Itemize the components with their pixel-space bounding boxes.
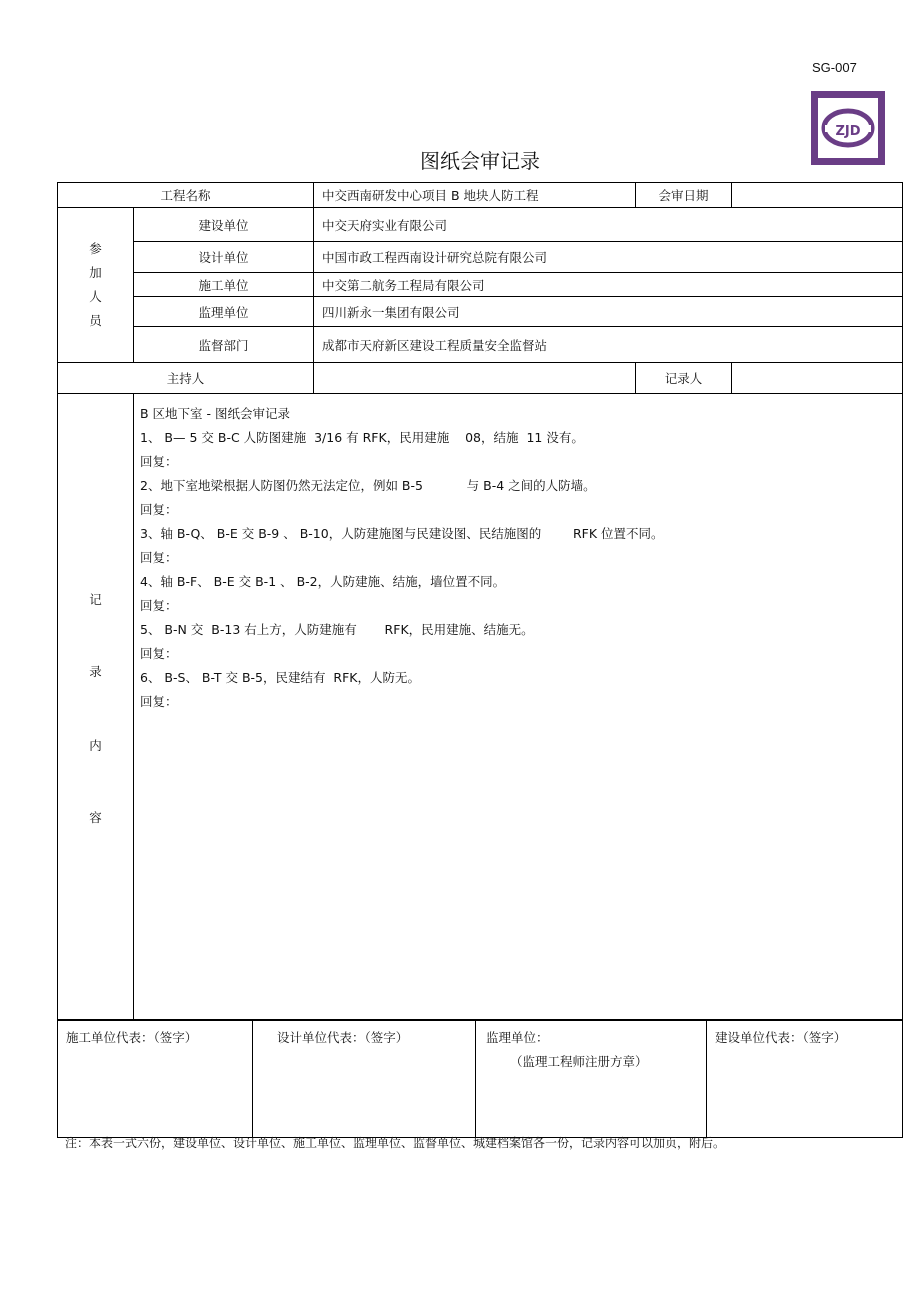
recorder-value[interactable] [732, 363, 903, 394]
record-reply: 回复： [140, 502, 178, 517]
logo-text: ZJD [835, 124, 861, 139]
recorder-label: 记录人 [636, 363, 732, 394]
participant-label: 建设单位 [134, 208, 314, 242]
record-item: 6、 B-S、 B-T 交 B-5，民建结有 RFK，人防无。 [140, 670, 420, 685]
project-name-label: 工程名称 [58, 183, 314, 208]
supervision-label: 监理单位： [486, 1030, 549, 1045]
record-item: 2、地下室地梁根据人防图仍然无法定位，例如 B-5 与 B-4 之间的人防墙。 [140, 478, 596, 493]
participant-label: 监督部门 [134, 327, 314, 363]
record-item: 3、轴 B-Q、 B-E 交 B-9 、 B-10，人防建施图与民建设图、民结施图的 RFK 位置不同。 [140, 526, 664, 541]
project-name-value: 中交西南研发中心项目 B 地块人防工程 [314, 183, 636, 208]
design-signature[interactable]: 设计单位代表：（签字） [253, 1021, 476, 1138]
participant-label: 施工单位 [134, 273, 314, 297]
participant-value: 中国市政工程西南设计研究总院有限公司 [314, 242, 903, 273]
owner-signature[interactable]: 建设单位代表：（签字） [707, 1021, 903, 1138]
record-content[interactable] [134, 394, 903, 1020]
document-title: 图纸会审记录 [420, 149, 540, 173]
construction-signature[interactable]: 施工单位代表：（签字） [58, 1021, 253, 1138]
form-code: SG-007 [812, 60, 857, 75]
record-item: 1、 B— 5 交 B-C 人防图建施 3/16 有 RFK，民用建施 08，结施 11 没有。 [140, 430, 584, 445]
participant-value: 成都市天府新区建设工程质量安全监督站 [314, 327, 903, 363]
supervision-stamp-note: （监理工程师注册方章） [510, 1054, 648, 1069]
signature-table [57, 1020, 903, 1138]
record-item: 4、轴 B-F、 B-E 交 B-1 、 B-2，人防建施、结施，墙位置不同。 [140, 574, 506, 589]
participant-value: 中交第二航务工程局有限公司 [314, 273, 903, 297]
record-reply: 回复： [140, 550, 178, 565]
record-content-label: 记 录 内 容 [58, 394, 134, 1020]
host-label: 主持人 [58, 363, 314, 394]
supervision-signature[interactable] [476, 1021, 707, 1138]
participants-label: 参 加 人 员 [58, 208, 134, 363]
host-value[interactable] [314, 363, 636, 394]
record-reply: 回复： [140, 598, 178, 613]
review-date-value[interactable] [732, 183, 903, 208]
participant-label: 设计单位 [134, 242, 314, 273]
review-table [57, 182, 903, 1020]
record-reply: 回复： [140, 646, 178, 661]
record-reply: 回复： [140, 694, 178, 709]
record-reply: 回复： [140, 454, 178, 469]
participant-value: 中交天府实业有限公司 [314, 208, 903, 242]
participant-label: 监理单位 [134, 297, 314, 327]
record-heading: B 区地下室 - 图纸会审记录 [140, 406, 291, 421]
participant-value: 四川新永一集团有限公司 [314, 297, 903, 327]
review-date-label: 会审日期 [636, 183, 732, 208]
footer-note: 注：本表一式六份，建设单位、设计单位、施工单位、监理单位、监督单位、城建档案馆各一份，记录内容可以加页，附后。 [65, 1136, 726, 1150]
record-item: 5、 B-N 交 B-13 右上方，人防建施有 RFK，民用建施、结施无。 [140, 622, 534, 637]
